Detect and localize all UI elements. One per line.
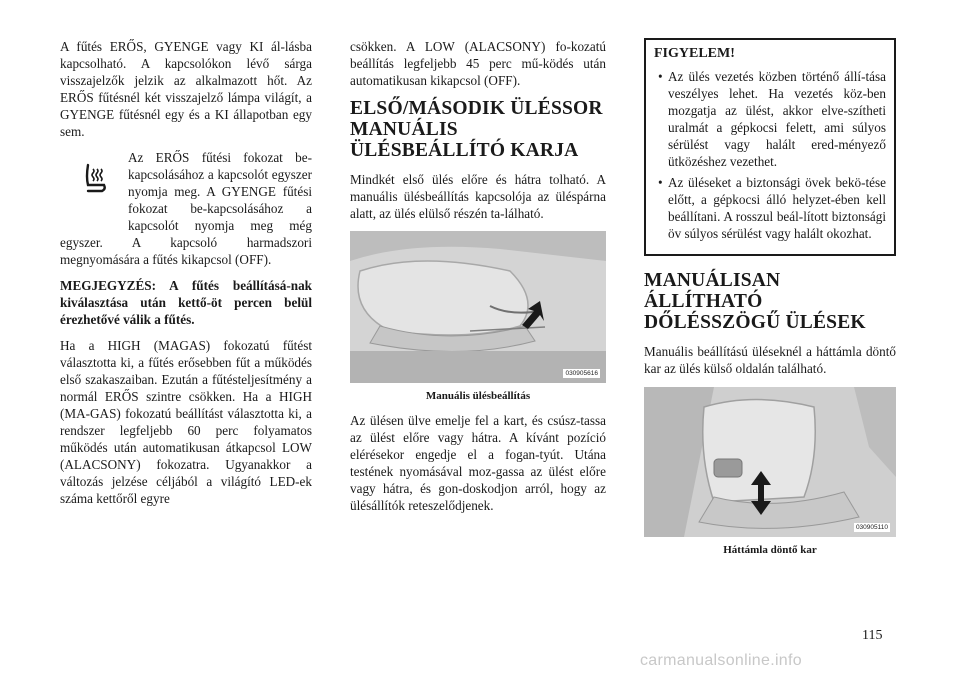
warning-list — [654, 68, 886, 242]
paragraph: Ha a HIGH (MAGAS) fokozatú fűtést választotta ki, a fűtés erősebben fűt a működés első szakaszaiban. Ezután a fűtésteljesítmény a normál ERŐS szintre csökken. Ha a HIGH (MA-GAS) fokozatú beállítást választotta ki, a rendszer legfeljebb 60 perc folyamatos működés után automatikusan átkapcsol LOW (ALACSONY) fokozatra. Ugyanakkor a változás jelzése céljából a világító LED-ek száma kettőről egyre — [60, 338, 312, 506]
column-3 — [644, 38, 896, 566]
note-paragraph: MEGJEGYZÉS: A fűtés beállításá-nak kiválasztása után kettő-öt percen belül érezhetővé válik a fűtés. — [60, 278, 312, 327]
heated-seat-icon — [82, 163, 110, 195]
paragraph: Manuális beállítású üléseknél a háttámla döntő kar az ülés külső oldalán található. — [644, 344, 896, 376]
section-heading: ELSŐ/MÁSODIK ÜLÉSSOR MANUÁLIS ÜLÉSBEÁLLÍTÓ KARJA — [350, 98, 603, 161]
page-number: 115 — [862, 628, 883, 643]
recline-lever-figure — [644, 387, 896, 537]
warning-title: FIGYELEM! — [654, 46, 735, 61]
figure-caption: Manuális ülésbeállítás — [425, 390, 531, 402]
watermark: carmanualsonline.info — [640, 652, 802, 669]
icon-container — [60, 149, 126, 219]
manual-seat-adjust-figure — [350, 231, 606, 383]
paragraph: Mindkét első ülés előre és hátra tolható. A manuális ülésbeállítás kapcsolója az üléspárna alatt, az ülés elülső részén ta-lálható. — [350, 172, 606, 221]
paragraph: Az ERŐS fűtési fokozat be-kapcsolásához a kapcsolót egyszer nyomja meg. A GYENGE fűtési fokozat be-kapcsolásához a kapcsolót nyomja meg még egyszer. A kapcsoló harmadszori megnyomására a fűtés kikapcsol (OFF). — [60, 150, 312, 267]
paragraph: csökken. A LOW (ALACSONY) fo-kozatú beállítás legfeljebb 45 perc mű-ködés után automatikusan kikapcsol (OFF). — [350, 39, 606, 88]
heated-seat-paragraph — [60, 149, 312, 268]
column-2 — [350, 38, 606, 523]
recline-photo — [644, 387, 896, 537]
column-1 — [60, 38, 312, 516]
warning-item: • Az ülés vezetés közben történő állí-tása veszélyes lehet. Ha vezetés köz-ben mozgatja az ülést, akkor elve-szítheti uralmát a gépkocsi felett, ami súlyos sérülést vagy halált ered-ményező ütközéshez vezethet. — [654, 68, 886, 170]
seat-photo — [350, 231, 606, 383]
section-heading: MANUÁLISAN ÁLLÍTHATÓ DŐLÉSSZÖGŰ ÜLÉSEK — [644, 270, 866, 333]
warning-box — [644, 38, 896, 256]
paragraph: Az ülésen ülve emelje fel a kart, és csúsz-tassa az ülést előre vagy hátra. A kívánt pozíció elérésekor engedje el a fogan-tyút. Utána testének nyomásával moz-gassa az ülést előre vagy hátra, és gon-doskodjon arról, hogy az ülésállítók reteszelődjenek. — [350, 413, 606, 513]
paragraph: A fűtés ERŐS, GYENGE vagy KI ál-lásba kapcsolható. A kapcsolókon lévő sárga visszajelzők jelzik az alkalmazott hőt. Az ERŐS fűtésnél két visszajelző lámpa világít, a GYENGE fűtésnél egy és a KI állapotban egy sem. — [60, 39, 312, 139]
figure-code: 030905616 — [565, 370, 598, 377]
figure-caption: Háttámla döntő kar — [723, 544, 817, 556]
warning-item: • Az üléseket a biztonsági övek bekö-tése előtt, a gépkocsi álló helyzet-ében kell beállítani. A rosszul beál-lított biztonsági öv súlyos sérülést vagy halált okozhat. — [654, 174, 886, 242]
figure-code: 030905110 — [855, 524, 888, 531]
